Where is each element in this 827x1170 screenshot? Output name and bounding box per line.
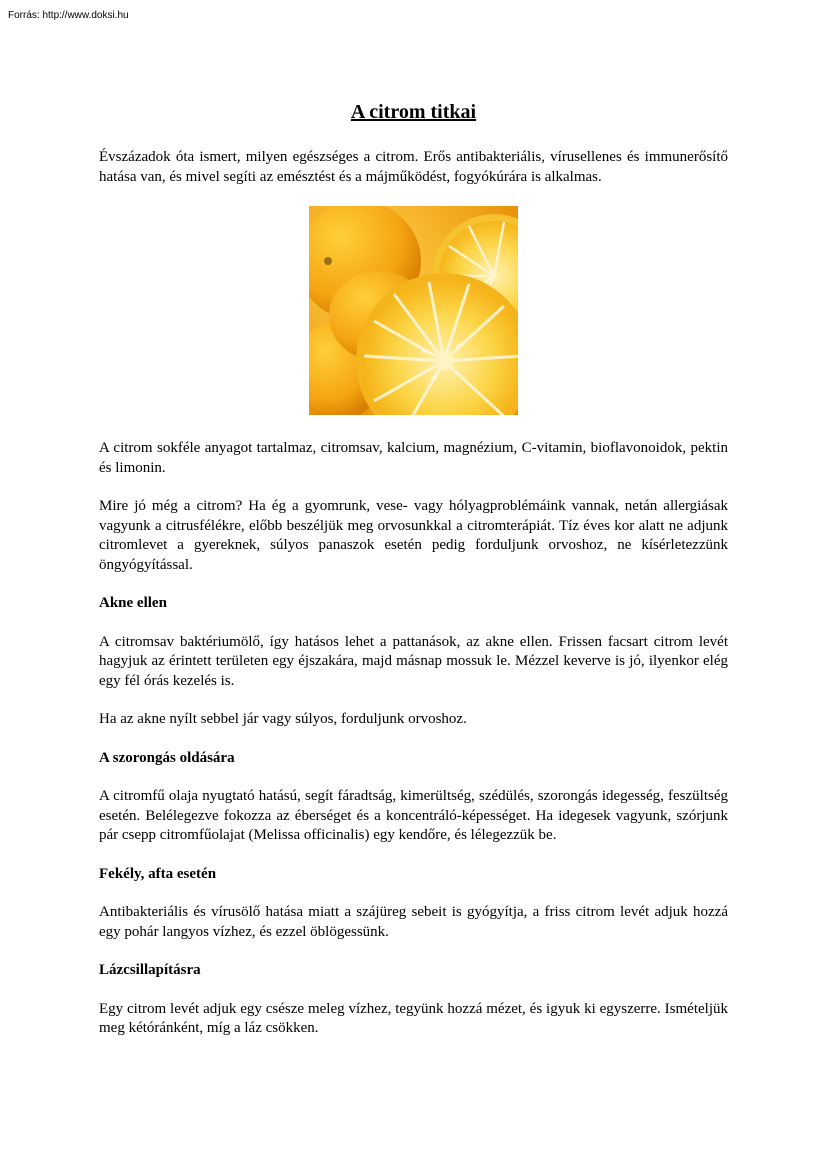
section-heading-fekely: Fekély, afta esetén [99,865,217,882]
composition-paragraph: A citrom sokféle anyagot tartalmaz, citromsav, kalcium, magnézium, C-vitamin, bioflavonoidok, pektin és limonin. [99,440,728,476]
source-line: Forrás: http://www.doksi.hu [8,10,129,21]
section-paragraph: A citromfű olaja nyugtató hatású, segít fáradtság, kimerültség, szédülés, szorongás idegesség, feszültség esetén. Belélegezve fokozza az éberséget és a koncentráló-képességet. Ha idegesek vagyunk, szórjunk pár csepp citromfűolajat (Melissa officinalis) egy kendőre, és lélegezzük be. [99,788,728,843]
section-paragraph: Egy citrom levét adjuk egy csésze meleg vízhez, tegyünk hozzá mézet, és igyuk ki egyszerre. Ismételjük meg kétóránként, míg a láz csökken. [99,1000,728,1036]
lemon-photo-icon [309,206,518,415]
document-page [99,100,728,1058]
section-heading-szorongas: A szorongás oldására [99,749,235,766]
page-title: A citrom titkai [350,101,477,123]
section-paragraph: A citromsav baktériumölő, így hatásos lehet a pattanások, az akne ellen. Frissen facsart citrom levét hagyjuk az érintett területen egy éjszakára, majd másnap mossuk le. Mézzel keverve is jó, ilyenkor elég egy fél órás kezelés is. [99,633,728,689]
caution-paragraph: Mire jó még a citrom? Ha ég a gyomrunk, vese- vagy hólyagproblémáink vannak, netán allergiásak vagyunk a citrusfélékre, előbb beszéljük meg orvosunkkal a citromterápiát. Tíz éves kor alatt ne adjunk citromlevet a gyereknek, súlyos panaszok esetén pedig forduljunk orvoshoz, ne kísérletezzünk öngyógyítással. [99,498,728,573]
section-paragraph: Antibakteriális és vírusölő hatása miatt a szájüreg sebeit is gyógyítja, a friss citrom levét adjuk hozzá egy pohár langyos vízhez, és ezzel öblögessünk. [99,904,728,940]
intro-paragraph: Évszázadok óta ismert, milyen egészséges a citrom. Erős antibakteriális, vírusellenes és immunerősítő hatása van, és mivel segíti az emésztést és a májműködést, fogyókúrára is alkalmas. [99,149,728,185]
section-heading-akne: Akne ellen [99,595,167,611]
section-paragraph: Ha az akne nyílt sebbel jár vagy súlyos, forduljunk orvoshoz. [99,711,467,727]
section-heading-laz: Lázcsillapításra [99,962,201,978]
